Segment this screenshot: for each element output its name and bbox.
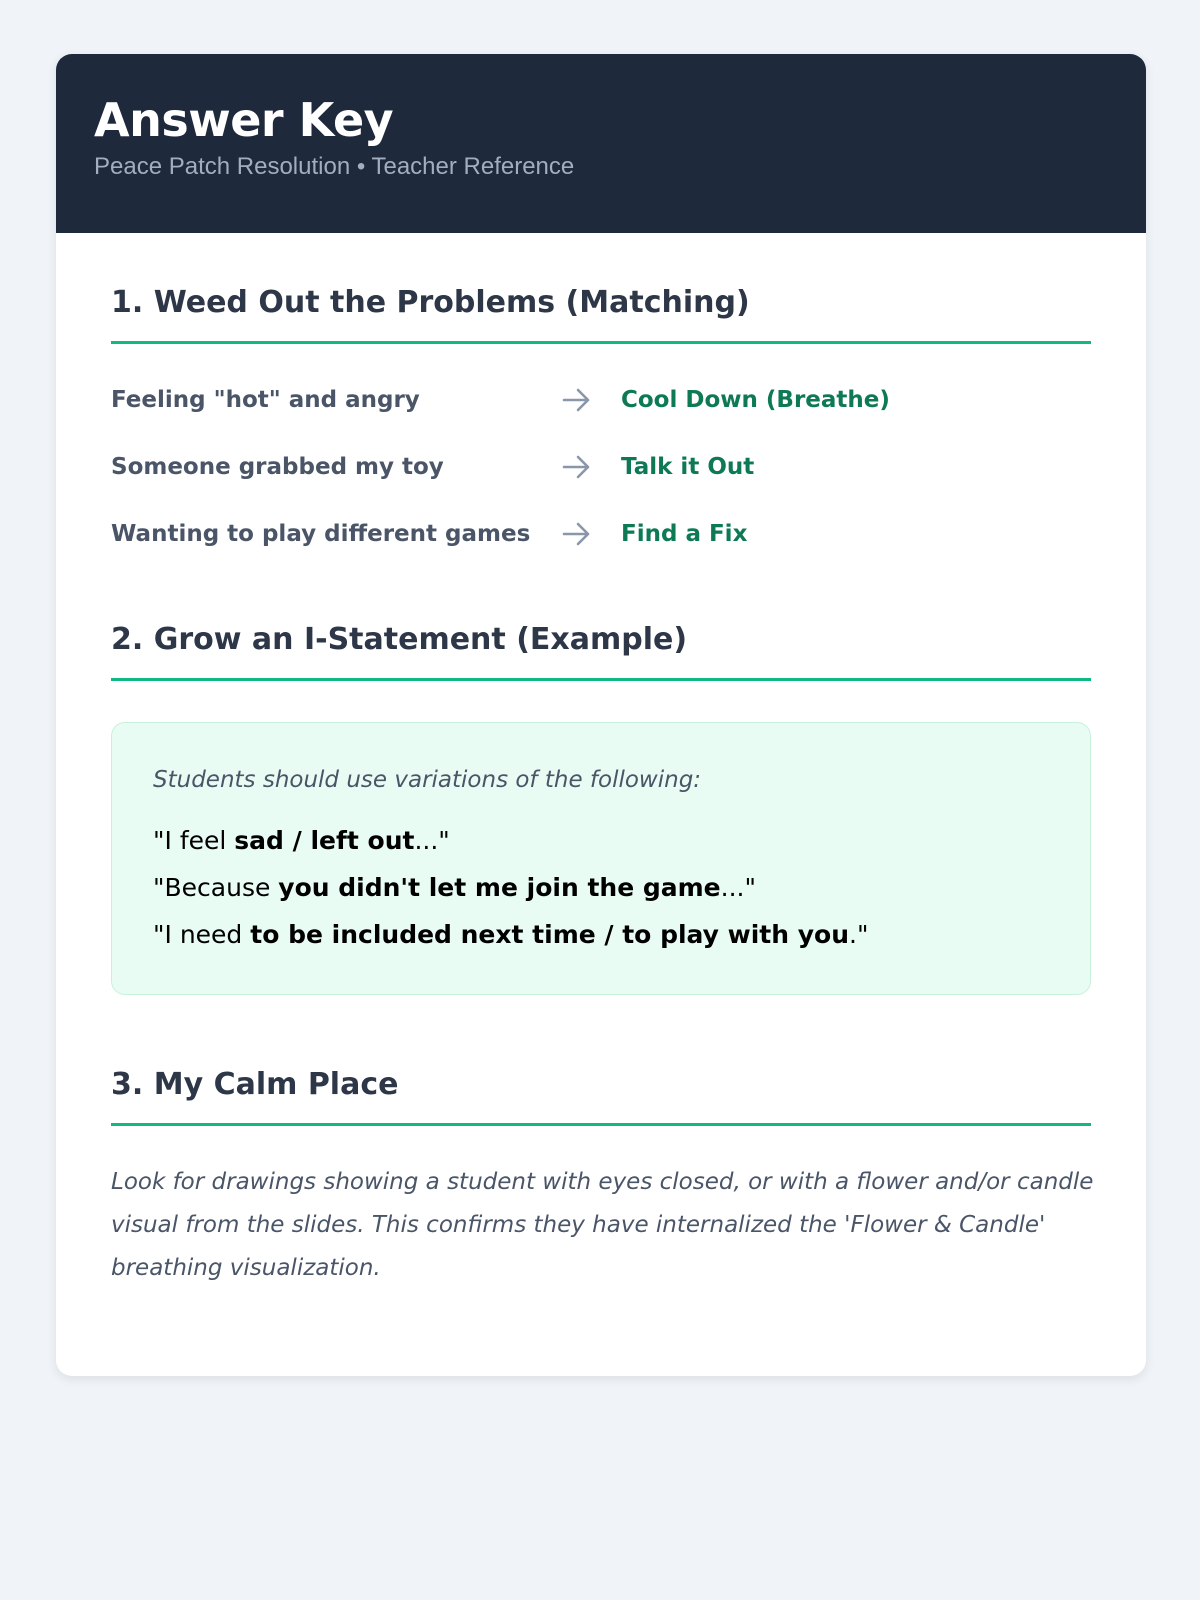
example-suffix: ..." [720,873,756,902]
example-suffix: ." [849,920,869,949]
match-row [111,366,1091,433]
card-header [56,54,1146,233]
example-box [111,722,1091,995]
section-matching [111,283,1091,567]
match-row [111,500,1091,567]
example-intro: Students should use variations of the following: [153,767,702,793]
match-problem: Wanting to play different games [111,520,531,547]
example-line [153,911,1049,958]
page-subtitle: Peace Patch Resolution • Teacher Reference [94,153,575,180]
match-row [111,433,1091,500]
page-title: Answer Key [94,93,394,147]
example-prefix: "Because [153,873,279,902]
section-heading: 2. Grow an I-Statement (Example) [111,620,1091,681]
match-problem: Someone grabbed my toy [111,453,444,480]
section-heading: 3. My Calm Place [111,1065,1091,1126]
example-emphasis: sad / left out [234,826,415,855]
section-heading: 1. Weed Out the Problems (Matching) [111,283,1091,344]
example-prefix: "I need [153,920,251,949]
match-answer: Talk it Out [621,453,755,480]
example-line [153,817,1049,864]
example-prefix: "I feel [153,826,235,855]
arrow-right-icon [561,383,621,417]
match-answer: Cool Down (Breathe) [621,386,890,413]
match-list [111,366,1091,567]
calm-place-note: Look for drawings showing a student with eyes closed, or with a flower and/or candle visual from the slides. This confirms they have internalized the 'Flower & Candle' breathing visualization. [111,1169,1094,1281]
example-line [153,864,1049,911]
match-problem: Feeling "hot" and angry [111,386,420,413]
card-content [56,233,1146,1290]
example-emphasis: to be included next time / to play with you [250,920,850,949]
arrow-right-icon [561,450,621,484]
answer-key-card [56,54,1146,1376]
example-suffix: ..." [414,826,450,855]
example-emphasis: you didn't let me join the game [278,873,721,902]
arrow-right-icon [561,517,621,551]
section-calm-place [111,1065,1094,1290]
section-i-statement [111,620,1091,995]
match-answer: Find a Fix [621,520,748,547]
